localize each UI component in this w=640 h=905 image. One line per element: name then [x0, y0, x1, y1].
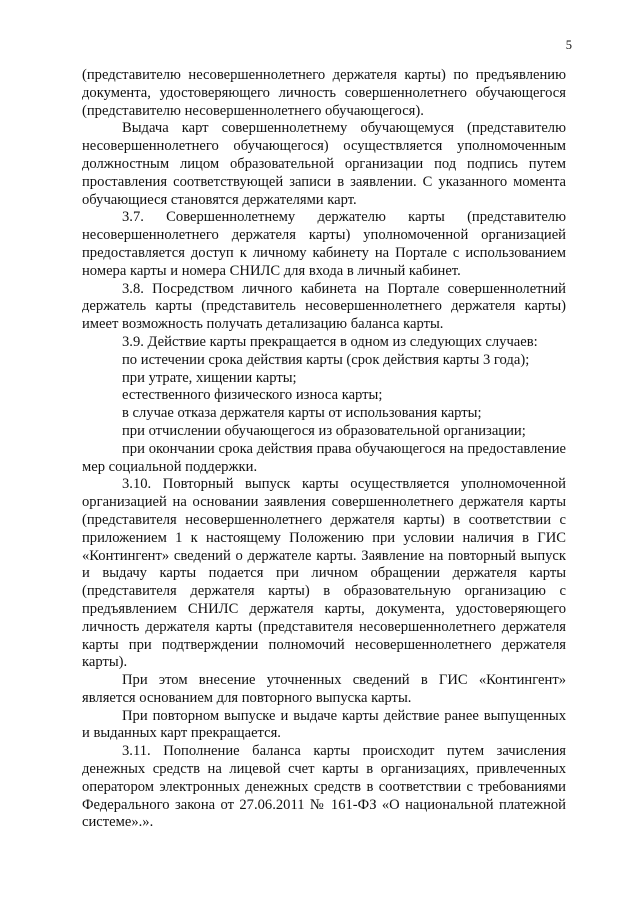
paragraph-update-basis: При этом внесение уточненных сведений в ГИС «Контингент» является основанием для повторного выпуска карты. [82, 672, 566, 706]
paragraph-3-7: 3.7. Совершеннолетнему держателю карты (представителю несовершеннолетнего держателя карты) уполномоченной организацией предоставляется доступ к личному кабинету на Портале с использованием номера карты и номера СНИЛС для входа в личный кабинет. [82, 209, 566, 279]
paragraph-card-issuance: Выдача карт совершеннолетнему обучающемуся (представителю несовершеннолетнего обучающегося) осуществляется уполномоченным должностным лицом образовательной организации под подпись путем проставления соответствующей записи в заявлении. С указанного момента обучающиеся становятся держателями карт. [82, 120, 566, 208]
paragraph-3-10: 3.10. Повторный выпуск карты осуществляется уполномоченной организацией на основании заявления совершеннолетнего держателя карты (представителя несовершеннолетнего держателя карты) в соответствии с приложением 1 к настоящему Положению при условии наличия в ГИС «Контингент» сведений о держателе карты. Заявление на повторный выпуск и выдачу карты подается при личном обращении держателя карты (представителя держателя карты) в образовательную организацию с предъявлением СНИЛС держателя карты, документа, удостоверяющего личность держателя карты (представителя несовершеннолетнего держателя карты при подтверждении полномочий несовершеннолетнего держателя карты). [82, 476, 566, 671]
paragraph-reissue-termination: При повторном выпуске и выдаче карты действие ранее выпущенных и выданных карт прекращается. [82, 707, 566, 742]
paragraph-continuation: (представителю несовершеннолетнего держателя карты) по предъявлению документа, удостоверяющего личность совершеннолетнего обучающегося (представителю несовершеннолетнего обучающегося). [82, 67, 566, 119]
list-item-refusal: в случае отказа держателя карты от использования карты; [122, 405, 482, 422]
list-item-expulsion: при отчислении обучающегося из образовательной организации; [122, 422, 526, 439]
list-item-loss: при утрате, хищении карты; [122, 369, 297, 386]
list-item-right-end: при окончании срока действия права обучающегося на предоставление мер социальной поддержки. [82, 440, 566, 475]
document-body [82, 67, 566, 832]
paragraph-3-8: 3.8. Посредством личного кабинета на Портале совершеннолетний держатель карты (представитель несовершеннолетнего держателя карты) имеет возможность получать детализацию баланса карты. [82, 280, 566, 333]
list-item-wear: естественного физического износа карты; [122, 387, 383, 404]
paragraph-3-9: 3.9. Действие карты прекращается в одном из следующих случаев: [122, 333, 538, 350]
paragraph-3-11: 3.11. Пополнение баланса карты происходит путем зачисления денежных средств на лицевой счет карты в организациях, привлеченных оператором электронных денежных средств в соответствии с требованиями Федерального закона от 27.06.2011 № 161-ФЗ «О национальной платежной системе».». [82, 743, 566, 831]
list-item-expiry: по истечении срока действия карты (срок действия карты 3 года); [122, 351, 530, 368]
page-number: 5 [565, 38, 572, 52]
